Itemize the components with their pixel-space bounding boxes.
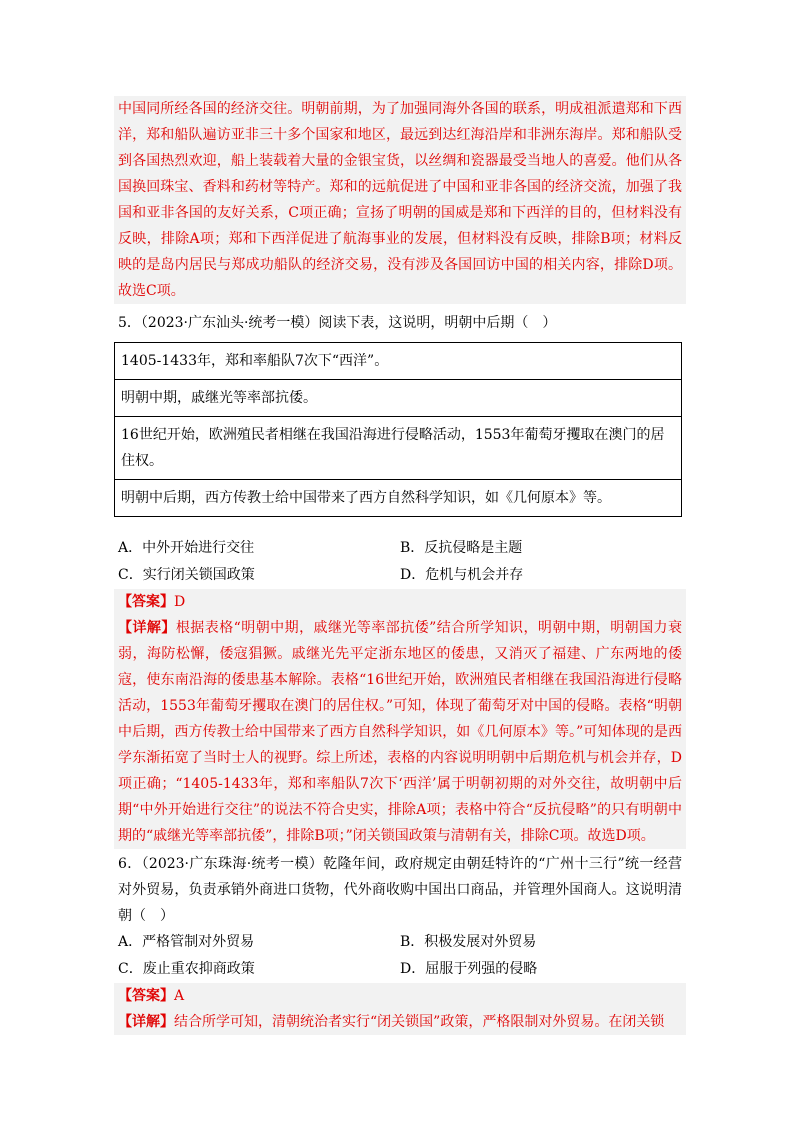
- answer-block-q5: [114, 589, 686, 849]
- answer-block-q6: [114, 983, 686, 1035]
- table-row: 16世纪开始，欧洲殖民者相继在我国沿海进行侵略活动，1553年葡萄牙攫取在澳门的居住权。: [115, 417, 682, 480]
- detail-text-q5: [118, 615, 682, 849]
- detail-text-q4: 中国同所经各国的经济交往。明朝前期，为了加强同海外各国的联系，明成祖派遣郑和下西洋，郑和船队遍访亚非三十多个国家和地区，最远到达红海沿岸和非洲东海岸。郑和船队受到各国热烈欢迎，船上装载着大量的金银宝货，以丝绸和瓷器最受当地人的喜爱。他们从各国换回珠宝、香料和药材等特产。郑和的远航促进了中国和亚非各国的经济交流，加强了我国和亚非各国的友好关系，C项正确；宣扬了明朝的国威是郑和下西洋的目的，但材料没有反映，排除A项；郑和下西洋促进了航海事业的发展，但材料没有反映，排除B项；材料反映的是岛内居民与郑成功船队的经济交易，没有涉及各国回访中国的相关内容，排除D项。故选C项。: [118, 101, 682, 299]
- question-5-options: [118, 535, 682, 589]
- material-table: [114, 342, 682, 517]
- detail-label: 【详解】: [118, 1014, 174, 1030]
- answer-label: 【答案】: [118, 988, 174, 1004]
- answer-value: A: [174, 988, 185, 1004]
- answer-value: D: [174, 594, 186, 610]
- option-a: A．严格管制对外贸易: [118, 934, 255, 950]
- option-b: B．反抗侵略是主题: [400, 540, 523, 556]
- table-row: 明朝中后期，西方传教士给中国带来了西方自然科学知识，如《几何原本》等。: [115, 480, 682, 517]
- answer-line-q5: [118, 589, 682, 615]
- question-5-stem: 5．（2023·广东汕头·统考一模）阅读下表，这说明，明朝中后期（ ）: [118, 315, 557, 331]
- option-b: B．积极发展对外贸易: [400, 934, 537, 950]
- question-6-options: [118, 929, 682, 983]
- option-d: D．危机与机会并存: [400, 567, 524, 583]
- detail-text-q6: [118, 1009, 682, 1035]
- answer-block-q4: [114, 96, 686, 304]
- table-row: 明朝中期，戚继光等率部抗倭。: [115, 380, 682, 417]
- option-a: A．中外开始进行交往: [118, 540, 255, 556]
- table-row: 1405-1433年，郑和率船队7次下“西洋”。: [115, 343, 682, 380]
- detail-label: 【详解】: [118, 620, 176, 636]
- question-6-stem: 6．（2023·广东珠海·统考一模）乾隆年间，政府规定由朝廷特许的“广州十三行”统一经营对外贸易，负责承销外商进口货物，代外商收购中国出口商品，并管理外国商人。这说明清朝（ ）: [118, 856, 682, 924]
- page-content: [118, 96, 682, 1035]
- option-c: C．废止重农抑商政策: [118, 961, 255, 977]
- detail-body: 结合所学可知，清朝统治者实行“闭关锁国”政策，严格限制对外贸易。在闭关锁: [174, 1014, 665, 1030]
- option-d: D．屈服于列强的侵略: [400, 961, 538, 977]
- answer-line-q6: [118, 983, 682, 1009]
- answer-label: 【答案】: [118, 594, 174, 610]
- option-c: C．实行闭关锁国政策: [118, 567, 255, 583]
- detail-body: 根据表格“明朝中期，戚继光等率部抗倭”结合所学知识，明朝中期，明朝国力衰弱，海防松懈，倭寇猖獗。戚继光先平定浙东地区的倭患，又消灭了福建、广东两地的倭寇，使东南沿海的倭患基本解除。表格“16世纪开始，欧洲殖民者相继在我国沿海进行侵略活动，1553年葡萄牙攫取在澳门的居住权。”可知，体现了葡萄牙对中国的侵略。表格“明朝中后期，西方传教士给中国带来了西方自然科学知识，如《几何原本》等。”可知体现的是西学东渐拓宽了当时士人的视野。综上所述，表格的内容说明明朝中后期危机与机会并存，D项正确；“1405-1433年，郑和率船队7次下‘西洋’属于明朝初期的对外交往，故明朝中后期“中外开始进行交往”的说法不符合史实，排除A项；表格中符合“反抗侵略”的只有明朝中期的“戚继光等率部抗倭”，排除B项；”闭关锁国政策与清朝有关，排除C项。故选D项。: [118, 620, 683, 844]
